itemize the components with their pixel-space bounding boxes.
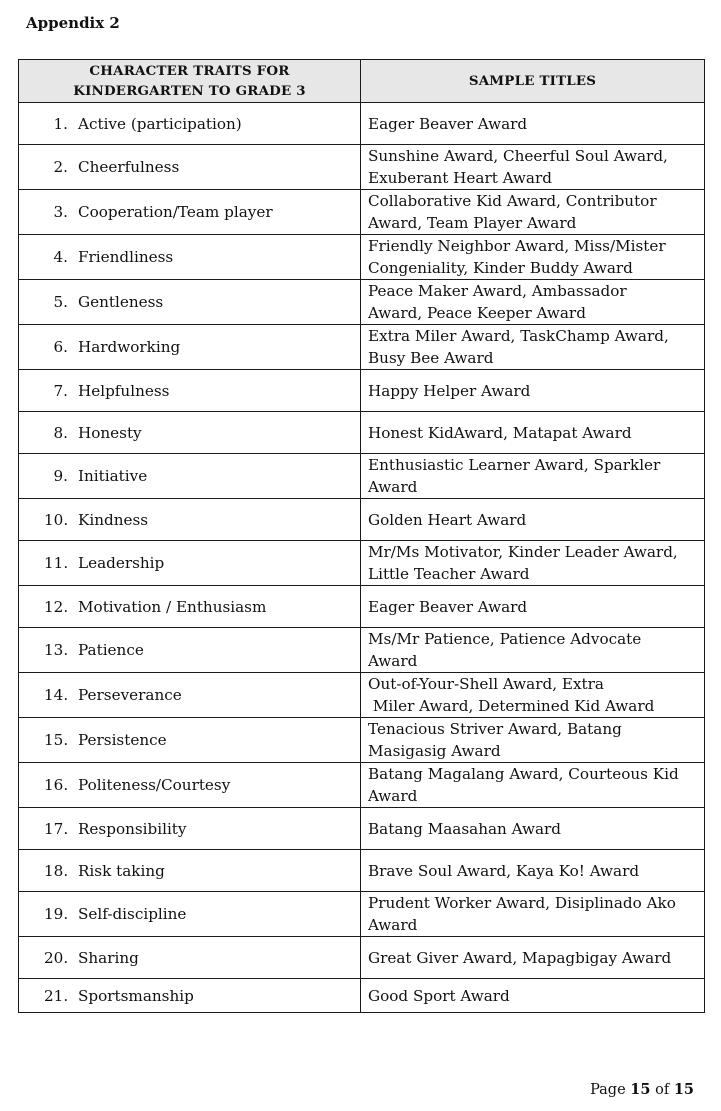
trait-number: 1. (53, 114, 68, 133)
trait-name: Patience (78, 641, 144, 659)
award-title-line: Friendly Neighbor Award, Miss/Mister (368, 237, 666, 255)
trait-name: Perseverance (78, 686, 182, 704)
trait-number: 3. (53, 203, 68, 221)
trait-cell (19, 412, 361, 454)
award-title-line: Peace Maker Award, Ambassador (368, 282, 627, 300)
titles-cell (361, 280, 705, 325)
trait-cell (19, 499, 361, 541)
trait-cell (19, 718, 361, 763)
trait-name: Risk taking (78, 861, 165, 880)
trait-cell (19, 808, 361, 850)
trait-number: 15. (44, 731, 69, 749)
trait-cell (19, 370, 361, 412)
award-title-line: Brave Soul Award, Kaya Ko! Award (368, 861, 640, 880)
award-title-line: Award (368, 916, 418, 934)
table-row (19, 850, 705, 892)
award-title-line: Busy Bee Award (368, 349, 494, 367)
titles-cell (361, 892, 705, 937)
table-row (19, 979, 705, 1013)
trait-cell (19, 190, 361, 235)
table-row (19, 763, 705, 808)
trait-number: 17. (44, 819, 69, 838)
character-traits-table (18, 59, 705, 1013)
titles-cell (361, 325, 705, 370)
trait-cell (19, 937, 361, 979)
table-row (19, 937, 705, 979)
titles-column-header: SAMPLE TITLES (361, 60, 705, 103)
trait-number: 8. (53, 423, 68, 442)
table-row (19, 499, 705, 541)
award-title-line: Batang Maasahan Award (368, 819, 561, 838)
award-title-line: Great Giver Award, Mapagbigay Award (368, 948, 672, 967)
award-title-line: Award (368, 478, 418, 496)
trait-number: 13. (44, 641, 69, 659)
award-title-line: Enthusiastic Learner Award, Sparkler (368, 456, 661, 474)
trait-name: Friendliness (78, 248, 174, 266)
trait-number: 5. (53, 293, 68, 311)
award-title-line: Extra Miler Award, TaskChamp Award, (368, 327, 669, 345)
page-footer (590, 1081, 694, 1098)
trait-name: Self-discipline (78, 905, 187, 923)
award-title-line: Eager Beaver Award (368, 597, 528, 616)
table-row (19, 892, 705, 937)
award-title-line: Collaborative Kid Award, Contributor (368, 192, 657, 210)
trait-number: 6. (53, 338, 68, 356)
award-title-line: Congeniality, Kinder Buddy Award (368, 259, 633, 277)
trait-cell (19, 325, 361, 370)
trait-name: Hardworking (78, 338, 181, 356)
table-row (19, 370, 705, 412)
appendix-label: Appendix 2 (26, 14, 120, 32)
award-title-line: Good Sport Award (368, 986, 510, 1005)
footer-total-pages: 15 (673, 1081, 694, 1098)
titles-cell (361, 763, 705, 808)
trait-cell (19, 673, 361, 718)
trait-name: Honesty (78, 423, 142, 442)
table-row (19, 280, 705, 325)
titles-cell (361, 103, 705, 145)
footer-current-page: 15 (630, 1081, 651, 1098)
titles-cell (361, 673, 705, 718)
trait-cell (19, 892, 361, 937)
table-row (19, 454, 705, 499)
table-row (19, 628, 705, 673)
trait-name: Helpfulness (78, 381, 170, 400)
award-title-line: Ms/Mr Patience, Patience Advocate (368, 630, 642, 648)
trait-number: 12. (44, 597, 69, 616)
trait-cell (19, 763, 361, 808)
trait-number: 11. (44, 554, 69, 572)
trait-number: 20. (44, 948, 69, 967)
traits-column-header (19, 60, 361, 103)
trait-name: Cooperation/Team player (78, 203, 273, 221)
award-title-line: Award, Peace Keeper Award (368, 304, 586, 322)
table-row (19, 325, 705, 370)
award-title-line: Prudent Worker Award, Disiplinado Ako (368, 894, 676, 912)
trait-cell (19, 103, 361, 145)
award-title-line: Eager Beaver Award (368, 114, 528, 133)
award-title-line: Batang Magalang Award, Courteous Kid (368, 765, 679, 783)
table-body (19, 103, 705, 1013)
trait-cell (19, 541, 361, 586)
award-title-line: Tenacious Striver Award, Batang (368, 720, 622, 738)
trait-number: 19. (44, 905, 69, 923)
traits-header-line2: KINDERGARTEN TO GRADE 3 (73, 83, 306, 99)
trait-number: 7. (53, 381, 68, 400)
table-row (19, 586, 705, 628)
trait-number: 18. (44, 861, 69, 880)
award-title-line: Award (368, 652, 418, 670)
table-row (19, 541, 705, 586)
titles-cell (361, 412, 705, 454)
trait-name: Initiative (78, 467, 148, 485)
award-title-line: Mr/Ms Motivator, Kinder Leader Award, (368, 543, 678, 561)
titles-cell (361, 145, 705, 190)
trait-cell (19, 628, 361, 673)
trait-number: 14. (44, 686, 69, 704)
footer-page-word: Page (590, 1082, 626, 1098)
award-title-line: Happy Helper Award (368, 381, 531, 400)
award-title-line: Golden Heart Award (368, 510, 527, 529)
titles-cell (361, 235, 705, 280)
table-row (19, 103, 705, 145)
table-row (19, 718, 705, 763)
trait-cell (19, 280, 361, 325)
titles-cell (361, 541, 705, 586)
traits-header-line1: CHARACTER TRAITS FOR (89, 63, 290, 79)
award-title-line: Award, Team Player Award (368, 214, 577, 232)
award-title-line: Masigasig Award (368, 742, 501, 760)
trait-name: Gentleness (78, 293, 164, 311)
titles-cell (361, 937, 705, 979)
trait-number: 2. (53, 158, 68, 176)
trait-name: Active (participation) (78, 114, 242, 133)
trait-cell (19, 454, 361, 499)
table-row (19, 145, 705, 190)
footer-of-word: of (655, 1082, 670, 1098)
award-title-line: Award (368, 787, 418, 805)
titles-cell (361, 586, 705, 628)
trait-number: 16. (44, 776, 69, 794)
trait-name: Cheerfulness (78, 158, 180, 176)
trait-name: Kindness (78, 510, 149, 529)
award-title-line: Sunshine Award, Cheerful Soul Award, (368, 147, 668, 165)
table-row (19, 412, 705, 454)
titles-cell (361, 850, 705, 892)
trait-name: Motivation / Enthusiasm (78, 597, 267, 616)
trait-cell (19, 979, 361, 1013)
table-header-row (19, 60, 705, 103)
trait-number: 4. (53, 248, 68, 266)
trait-cell (19, 850, 361, 892)
award-title-line: Honest KidAward, Matapat Award (368, 423, 632, 442)
table-row (19, 808, 705, 850)
trait-cell (19, 235, 361, 280)
table-row (19, 190, 705, 235)
titles-cell (361, 718, 705, 763)
table-row (19, 673, 705, 718)
titles-cell (361, 979, 705, 1013)
award-title-line: Miler Award, Determined Kid Award (368, 697, 655, 715)
trait-name: Sharing (78, 948, 139, 967)
titles-cell (361, 454, 705, 499)
titles-cell (361, 499, 705, 541)
trait-name: Sportsmanship (78, 986, 194, 1005)
trait-number: 21. (44, 986, 69, 1005)
award-title-line: Out-of-Your-Shell Award, Extra (368, 675, 604, 693)
titles-cell (361, 628, 705, 673)
trait-name: Responsibility (78, 819, 187, 838)
trait-number: 9. (53, 467, 68, 485)
trait-name: Persistence (78, 731, 167, 749)
trait-cell (19, 586, 361, 628)
titles-cell (361, 808, 705, 850)
table-row (19, 235, 705, 280)
trait-name: Politeness/Courtesy (78, 776, 231, 794)
award-title-line: Exuberant Heart Award (368, 169, 552, 187)
titles-cell (361, 370, 705, 412)
trait-number: 10. (44, 510, 69, 529)
trait-cell (19, 145, 361, 190)
award-title-line: Little Teacher Award (368, 565, 530, 583)
titles-cell (361, 190, 705, 235)
trait-name: Leadership (78, 554, 165, 572)
